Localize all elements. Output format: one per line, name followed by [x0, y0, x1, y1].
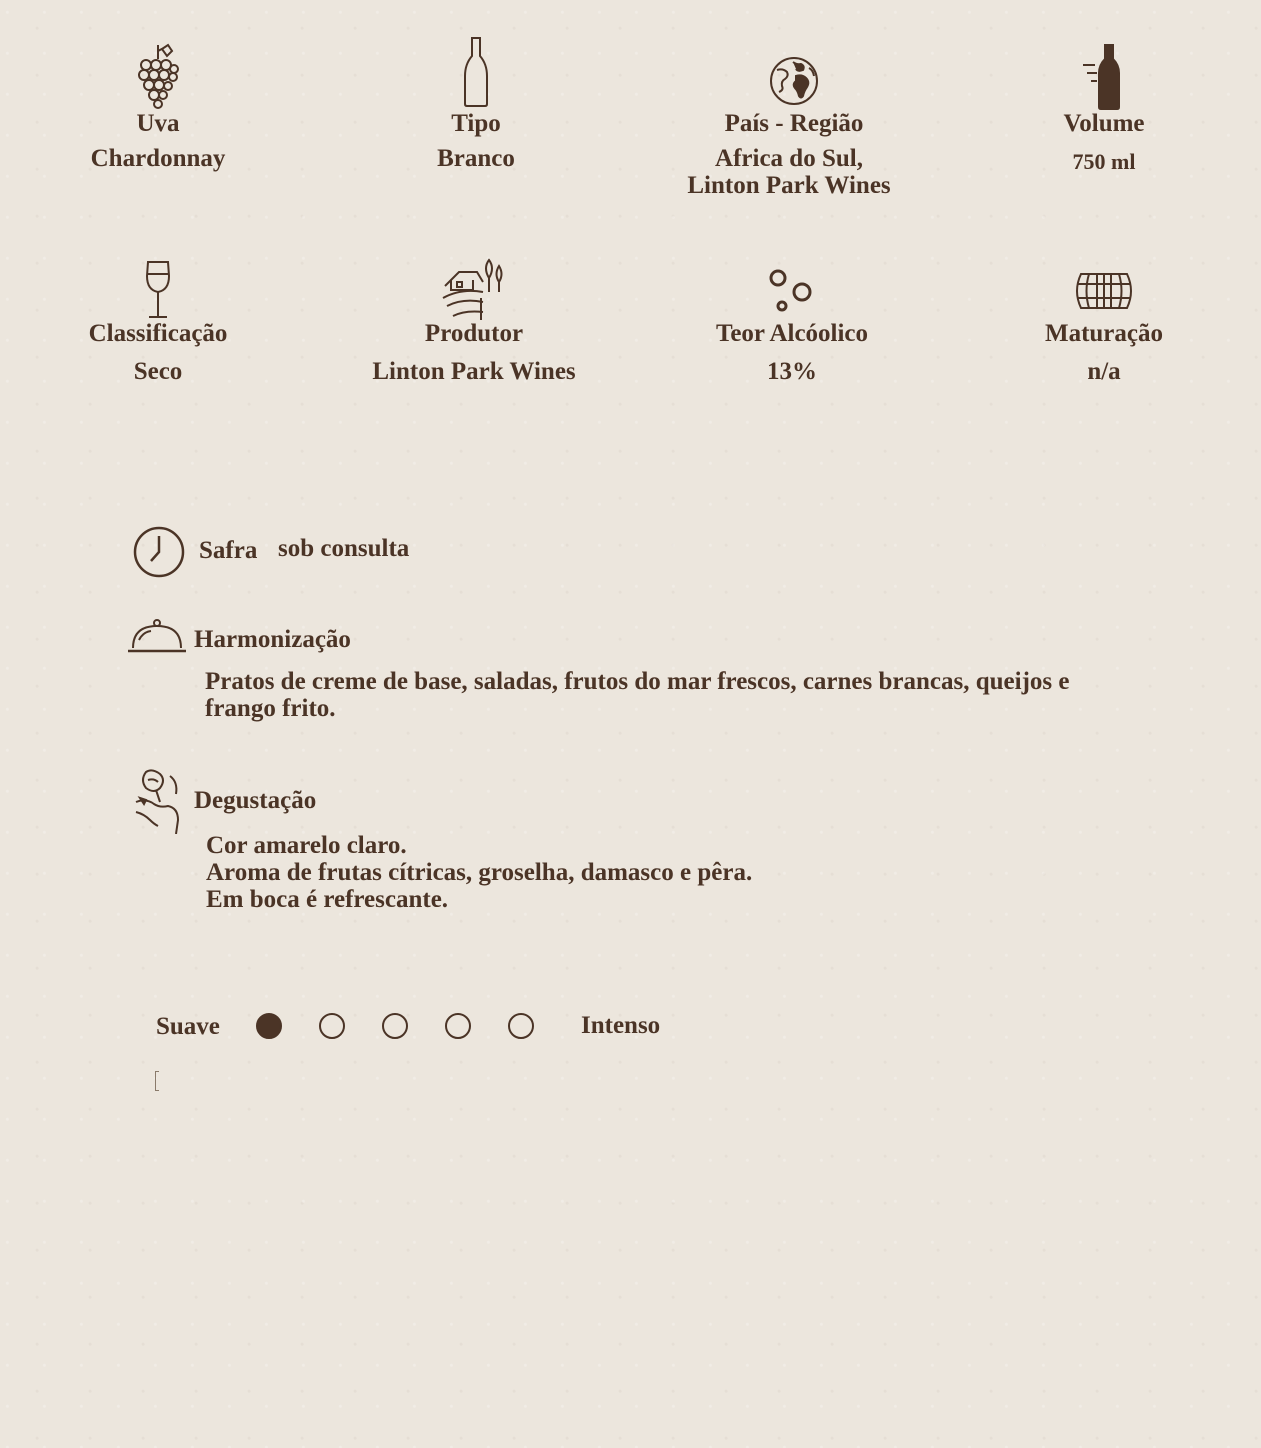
intensity-dot: [256, 1013, 282, 1039]
tasting-hand-icon: [134, 768, 182, 834]
attribute-value: 13%: [767, 358, 817, 385]
attribute-maturacao: [974, 258, 1234, 398]
attribute-volume: [974, 40, 1234, 180]
harmonizacao-line: frango frito.: [205, 695, 336, 722]
attribute-value: 750 ml: [1072, 149, 1136, 174]
intensity-dot: [445, 1013, 471, 1039]
attribute-value: Linton Park Wines: [372, 358, 576, 385]
safra-label: Safra: [199, 537, 258, 564]
bottle-outline-icon: [463, 36, 489, 108]
attribute-label: Classificação: [88, 320, 228, 347]
degustacao-line: Aroma de frutas cítricas, groselha, damasco e pêra.: [206, 859, 753, 886]
attribute-tipo: [346, 40, 606, 180]
attribute-produtor: [344, 258, 604, 398]
harmonizacao-text: [205, 668, 1070, 722]
clock-icon: [133, 526, 185, 578]
attribute-value: Chardonnay: [90, 145, 226, 172]
degustacao-label: Degustação: [194, 787, 317, 814]
attribute-label: Uva: [136, 110, 180, 137]
attribute-label: Tipo: [451, 110, 501, 137]
intensity-dot: [382, 1013, 408, 1039]
attribute-label: Produtor: [424, 320, 524, 347]
globe-icon: [769, 56, 819, 106]
barrel-icon: [1075, 270, 1133, 312]
attribute-label: Teor Alcóolico: [715, 320, 869, 347]
cloche-icon: [127, 618, 187, 658]
attribute-value: [654, 145, 924, 199]
wine-glass-icon: [145, 260, 171, 320]
attribute-value-line: Linton Park Wines: [687, 172, 891, 199]
attribute-classificacao: [28, 258, 288, 398]
safra-value: sob consulta: [278, 535, 410, 562]
degustacao-line: Em boca é refrescante.: [206, 886, 449, 913]
bubbles-icon: [768, 268, 816, 314]
bottle-filled-icon: [1081, 43, 1127, 111]
stray-mark: [155, 1071, 159, 1091]
attribute-value: Branco: [437, 145, 515, 172]
intensity-max-label: Intenso: [581, 1012, 661, 1039]
attribute-label: País - Região: [724, 110, 864, 137]
degustacao-line: Cor amarelo claro.: [206, 832, 407, 859]
grape-icon: [136, 43, 180, 109]
harmonizacao-line: Pratos de creme de base, saladas, frutos do mar frescos, carnes brancas, queijos e: [205, 668, 1070, 695]
intensity-min-label: Suave: [156, 1013, 220, 1040]
attribute-uva: [28, 40, 288, 180]
intensity-dot: [319, 1013, 345, 1039]
degustacao-text: [206, 832, 752, 913]
vineyard-icon: [441, 258, 507, 322]
intensity-dot: [508, 1013, 534, 1039]
attribute-value-line: Africa do Sul,: [715, 145, 863, 172]
attribute-pais-regiao: [664, 40, 924, 210]
harmonizacao-label: Harmonização: [194, 626, 351, 653]
attribute-label: Volume: [1063, 110, 1145, 137]
attribute-value: n/a: [1087, 358, 1121, 385]
attribute-value: Seco: [133, 358, 183, 385]
attribute-label: Maturação: [1044, 320, 1164, 347]
attribute-teor-alcoolico: [662, 258, 922, 398]
